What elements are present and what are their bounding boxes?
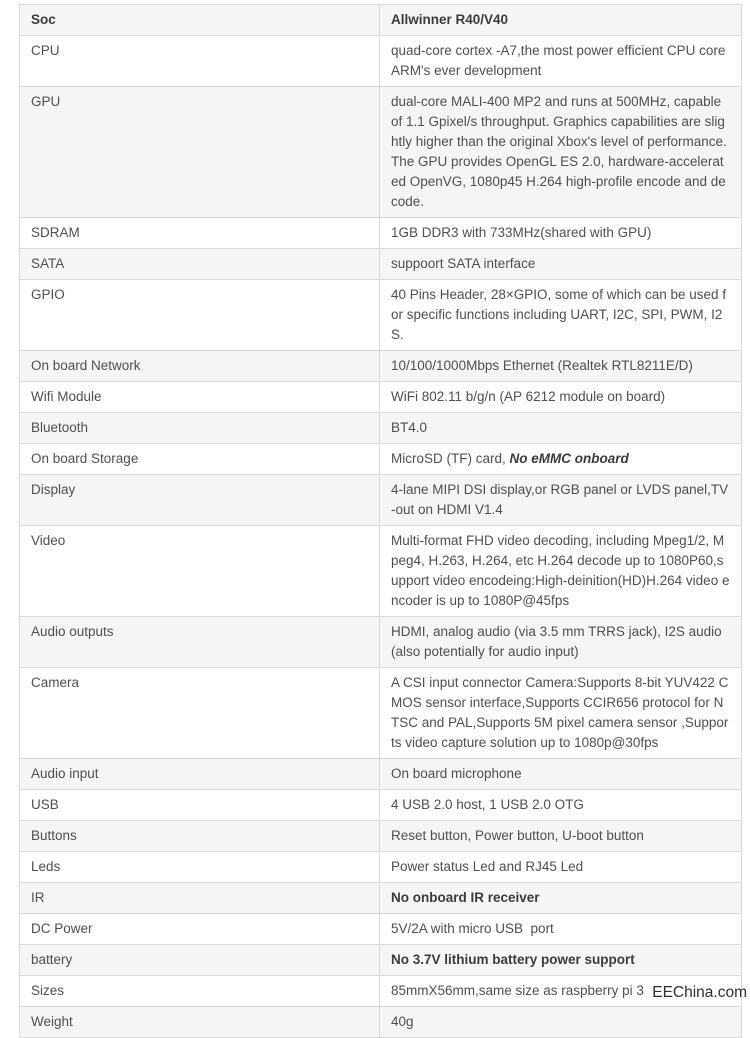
spec-value-part: suppoort SATA interface xyxy=(391,256,536,271)
table-row xyxy=(20,759,742,790)
spec-label: Weight xyxy=(20,1007,380,1038)
spec-value-part: WiFi 802.11 b/g/n (AP 6212 module on board) xyxy=(391,389,666,404)
spec-value-part: 1GB DDR3 with 733MHz(shared with GPU) xyxy=(391,225,652,240)
spec-value xyxy=(380,617,742,668)
spec-value xyxy=(380,526,742,617)
spec-label: Bluetooth xyxy=(20,413,380,444)
table-row xyxy=(20,351,742,382)
spec-value xyxy=(380,218,742,249)
spec-value-part: 10/100/1000Mbps Ethernet (Realtek RTL8211E/D) xyxy=(391,358,693,373)
spec-value xyxy=(380,759,742,790)
spec-value xyxy=(380,852,742,883)
spec-table xyxy=(19,4,742,1038)
spec-label: GPU xyxy=(20,87,380,218)
spec-value xyxy=(380,249,742,280)
spec-value-part: dual-core MALI-400 MP2 and runs at 500MHz, capable of 1.1 Gpixel/s throughput. Graphics capabilities are slightly higher than the original Xbox's level of performance. The GPU provides OpenGL ES 2.0, hardware-accelerated OpenVG, 1080p45 H.264 high-profile encode and decode. xyxy=(391,94,731,209)
spec-label: battery xyxy=(20,945,380,976)
table-row xyxy=(20,852,742,883)
spec-value xyxy=(380,280,742,351)
spec-label: USB xyxy=(20,790,380,821)
table-row xyxy=(20,821,742,852)
spec-value xyxy=(380,914,742,945)
spec-label: Audio input xyxy=(20,759,380,790)
spec-label: Display xyxy=(20,475,380,526)
spec-value xyxy=(380,413,742,444)
spec-value-part: 40g xyxy=(391,1014,414,1029)
spec-value xyxy=(380,5,742,36)
spec-value-part: 85mmX56mm,same size as raspberry pi 3 xyxy=(391,983,644,998)
table-row xyxy=(20,5,742,36)
table-row xyxy=(20,280,742,351)
table-row xyxy=(20,413,742,444)
spec-value-part: No onboard IR receiver xyxy=(391,890,540,905)
spec-label: CPU xyxy=(20,36,380,87)
spec-value xyxy=(380,790,742,821)
spec-value-part: 4 USB 2.0 host, 1 USB 2.0 OTG xyxy=(391,797,584,812)
table-row xyxy=(20,444,742,475)
spec-value-part: 40 Pins Header, 28×GPIO, some of which can be used for specific functions including UART, I2C, SPI, PWM, I2S. xyxy=(391,287,727,342)
spec-label: Buttons xyxy=(20,821,380,852)
spec-table-body xyxy=(20,5,742,1038)
table-row xyxy=(20,617,742,668)
table-row xyxy=(20,87,742,218)
table-row xyxy=(20,475,742,526)
table-row xyxy=(20,883,742,914)
spec-value-part: Allwinner R40/V40 xyxy=(391,12,509,27)
spec-table-container xyxy=(19,4,742,1038)
spec-label: Leds xyxy=(20,852,380,883)
spec-value-part: 4-lane MIPI DSI display,or RGB panel or LVDS panel,TV-out on HDMI V1.4 xyxy=(391,482,729,517)
spec-value xyxy=(380,36,742,87)
spec-value-part: A CSI input connector Camera:Supports 8-bit YUV422 CMOS sensor interface,Supports CCIR656 protocol for NTSC and PAL,Supports 5M pixel camera sensor ,Supports video capture solution up to 1080p@30fps xyxy=(391,675,729,750)
spec-value-part: Multi-format FHD video decoding, including Mpeg1/2, Mpeg4, H.263, H.264, etc H.264 decode up to 1080P60,support video encodeing:High-deinition(HD)H.264 video encoder is up to 1080P@45fps xyxy=(391,533,730,608)
spec-label: GPIO xyxy=(20,280,380,351)
spec-value xyxy=(380,883,742,914)
spec-value xyxy=(380,821,742,852)
spec-value-part: Power status Led and RJ45 Led xyxy=(391,859,584,874)
spec-value xyxy=(380,444,742,475)
table-row xyxy=(20,526,742,617)
spec-value-part: No eMMC onboard xyxy=(509,451,629,466)
spec-label: SDRAM xyxy=(20,218,380,249)
spec-label: Video xyxy=(20,526,380,617)
spec-value xyxy=(380,351,742,382)
table-row xyxy=(20,382,742,413)
table-row xyxy=(20,790,742,821)
spec-label: Soc xyxy=(20,5,380,36)
spec-value-part: On board microphone xyxy=(391,766,522,781)
table-row xyxy=(20,218,742,249)
spec-label: Audio outputs xyxy=(20,617,380,668)
spec-value-part: Reset button, Power button, U-boot button xyxy=(391,828,644,843)
spec-label: On board Network xyxy=(20,351,380,382)
spec-value xyxy=(380,475,742,526)
watermark: EEChina.com xyxy=(652,984,747,1001)
table-row xyxy=(20,249,742,280)
spec-label: Wifi Module xyxy=(20,382,380,413)
spec-label: DC Power xyxy=(20,914,380,945)
spec-value xyxy=(380,668,742,759)
table-row xyxy=(20,945,742,976)
spec-value-part: MicroSD (TF) card, xyxy=(391,451,510,466)
spec-value xyxy=(380,87,742,218)
spec-value xyxy=(380,945,742,976)
table-row xyxy=(20,1007,742,1038)
spec-value-part: quad-core cortex -A7,the most power efficient CPU core ARM's ever development xyxy=(391,43,729,78)
spec-value-part: No 3.7V lithium battery power support xyxy=(391,952,635,967)
table-row xyxy=(20,976,742,1007)
spec-label: IR xyxy=(20,883,380,914)
table-row xyxy=(20,914,742,945)
spec-label: Sizes xyxy=(20,976,380,1007)
table-row xyxy=(20,668,742,759)
spec-value-part: BT4.0 xyxy=(391,420,428,435)
spec-value-part: HDMI, analog audio (via 3.5 mm TRRS jack), I2S audio (also potentially for audio input) xyxy=(391,624,726,659)
spec-label: On board Storage xyxy=(20,444,380,475)
spec-value-part: 5V/2A with micro USB port xyxy=(391,921,554,936)
spec-label: SATA xyxy=(20,249,380,280)
table-row xyxy=(20,36,742,87)
spec-value xyxy=(380,382,742,413)
spec-value xyxy=(380,1007,742,1038)
spec-label: Camera xyxy=(20,668,380,759)
